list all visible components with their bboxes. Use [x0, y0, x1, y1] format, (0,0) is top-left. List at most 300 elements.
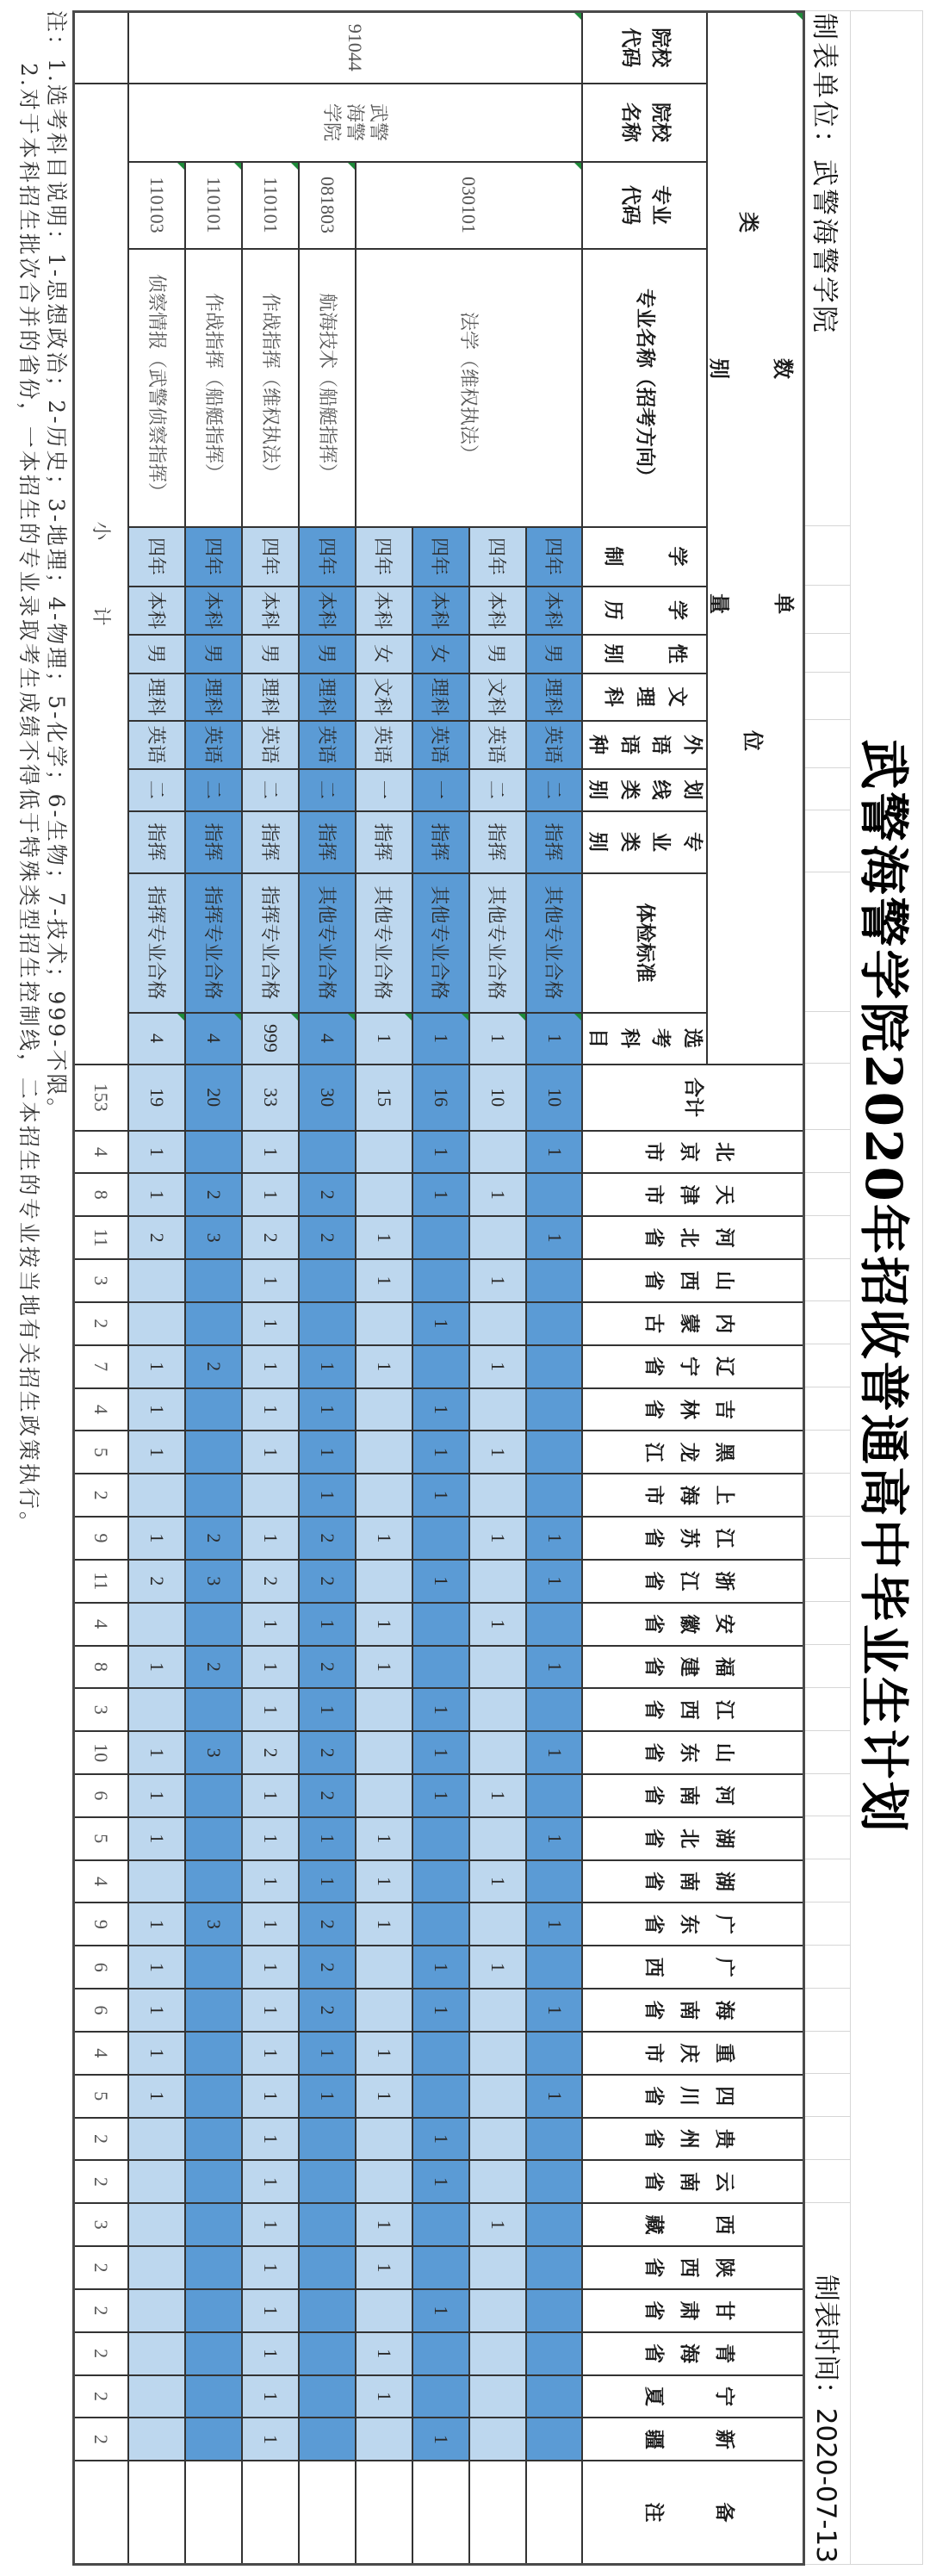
province-count-cell — [185, 2375, 242, 2418]
cell-track: 理科 — [412, 673, 469, 721]
header-row-1 — [708, 12, 804, 2565]
province-name — [643, 1474, 735, 1516]
cell-total: 10 — [526, 1065, 583, 1131]
label-char: 广 — [712, 1957, 735, 1977]
province-name — [643, 1217, 735, 1258]
province-count-cell — [185, 1989, 242, 2032]
province-count-cell — [356, 1388, 412, 1431]
label-char: 湖 — [712, 1828, 735, 1849]
gridline — [805, 1558, 851, 1559]
column-header-physical-standard: 体检标准 — [583, 873, 708, 1013]
subtotal-total: 153 — [74, 1065, 129, 1131]
label-char: 省 — [642, 1614, 665, 1635]
cell-gender: 女 — [356, 635, 412, 673]
province-count-cell: 1 — [412, 1774, 469, 1817]
province-count-cell: 1 — [299, 1688, 356, 1731]
province-count-cell — [469, 1388, 526, 1431]
province-count-cell — [526, 1946, 583, 1989]
province-count-cell: 1 — [242, 2289, 299, 2332]
province-count-cell — [469, 1989, 526, 2032]
label-char: 夏 — [642, 2386, 665, 2406]
province-count-cell — [185, 1302, 242, 1345]
cell-physical-standard: 其他专业合格 — [356, 873, 412, 1013]
gridline — [805, 1945, 851, 1946]
province-count-cell — [299, 2118, 356, 2161]
label-char: 苏 — [677, 1528, 700, 1549]
province-count-cell: 1 — [526, 1903, 583, 1946]
province-count-cell — [129, 2289, 186, 2332]
province-count-cell: 1 — [242, 2118, 299, 2161]
gridline — [805, 1063, 851, 1064]
province-name — [643, 2161, 735, 2202]
province-count-cell: 1 — [242, 1302, 299, 1345]
cell-level: 本科 — [242, 587, 299, 635]
subtotal-province-cell: 4 — [74, 1131, 129, 1174]
column-header-language — [583, 721, 708, 769]
province-count-cell: 1 — [242, 2075, 299, 2118]
label-char: 四 — [712, 2086, 735, 2107]
corner-label-char: 数 — [771, 358, 795, 379]
province-name — [643, 1518, 735, 1559]
gridline — [805, 2202, 851, 2203]
school-name-line: 海警 — [344, 102, 367, 141]
province-count-cell: 1 — [412, 1688, 469, 1731]
label-char: 南 — [677, 1785, 700, 1806]
footnotes — [15, 10, 70, 1536]
province-count-cell: 1 — [129, 1731, 186, 1774]
gridline — [805, 1730, 851, 1731]
province-count-cell: 2 — [242, 1560, 299, 1603]
label-char: 学 — [666, 546, 688, 567]
province-header — [583, 1216, 804, 1259]
label-char: 海 — [677, 1485, 700, 1505]
province-count-cell: 1 — [299, 2075, 356, 2118]
label-char: 海 — [677, 2343, 700, 2364]
province-count-cell — [412, 1603, 469, 1646]
remarks-cell — [526, 2461, 583, 2564]
label-char: 云 — [712, 2171, 735, 2192]
province-name — [643, 2119, 735, 2160]
province-name — [643, 2204, 735, 2245]
province-count-cell: 1 — [129, 1903, 186, 1946]
province-count-cell — [129, 1302, 186, 1345]
label-char: 北 — [677, 1828, 700, 1849]
label-char: 目 — [586, 1028, 610, 1049]
label-char: 南 — [677, 2000, 700, 2020]
province-count-cell: 2 — [299, 1946, 356, 1989]
province-count-cell: 1 — [242, 1646, 299, 1689]
province-count-cell — [185, 1431, 242, 1474]
province-count-cell — [129, 2246, 186, 2289]
province-count-cell: 1 — [242, 2160, 299, 2203]
subtotal-remarks-cell — [74, 2461, 129, 2564]
province-count-cell — [356, 2118, 412, 2161]
province-name — [643, 2376, 735, 2418]
province-count-cell: 1 — [412, 1302, 469, 1345]
remarks-cell — [242, 2461, 299, 2564]
stacked-label — [603, 674, 687, 720]
province-count-cell — [412, 1903, 469, 1946]
province-count-cell — [526, 2118, 583, 2161]
subtotal-province-cell: 4 — [74, 1860, 129, 1903]
label-char: 江 — [677, 1571, 700, 1592]
label-char: 山 — [712, 1270, 735, 1291]
column-header-duration — [583, 527, 708, 587]
cell-physical-standard: 指挥专业合格 — [129, 873, 186, 1013]
province-count-cell — [469, 2075, 526, 2118]
province-count-cell — [185, 1860, 242, 1903]
province-name — [643, 2290, 735, 2331]
label-char: 考 — [649, 1028, 673, 1049]
province-header — [583, 1560, 804, 1603]
province-count-cell — [526, 1603, 583, 1646]
label-char: 浙 — [712, 1571, 735, 1592]
province-header — [583, 2160, 804, 2203]
province-header — [583, 1603, 804, 1646]
cell-line-category: 二 — [129, 769, 186, 811]
subtotal-province-cell: 4 — [74, 2032, 129, 2075]
cell-physical-standard: 指挥专业合格 — [242, 873, 299, 1013]
province-count-cell: 1 — [356, 2246, 412, 2289]
province-count-cell — [469, 2289, 526, 2332]
school-code-cell: 91044 — [129, 12, 583, 84]
gridline — [805, 1516, 851, 1517]
cell-physical-standard: 其他专业合格 — [412, 873, 469, 1013]
cell-gender: 男 — [526, 635, 583, 673]
subtotal-province-cell: 2 — [74, 2418, 129, 2461]
province-count-cell — [129, 2118, 186, 2161]
province-name — [643, 2418, 735, 2460]
province-count-cell: 1 — [469, 1860, 526, 1903]
province-count-cell — [129, 2203, 186, 2246]
cell-line-category: 二 — [185, 769, 242, 811]
province-name — [643, 1903, 735, 1945]
gridline — [805, 585, 851, 586]
label-char: 辽 — [712, 1356, 735, 1377]
label-char: 省 — [642, 1270, 665, 1291]
subtotal-province-cell: 7 — [74, 1345, 129, 1388]
province-count-cell: 1 — [356, 1860, 412, 1903]
label-char: 语 — [649, 735, 673, 754]
province-header — [583, 1688, 804, 1731]
province-count-cell — [185, 1131, 242, 1174]
label-char: 省 — [642, 1828, 665, 1849]
cell-major-category: 指挥 — [129, 811, 186, 873]
province-count-cell: 2 — [185, 1517, 242, 1560]
remarks-cell — [129, 2461, 186, 2564]
column-header-school-name — [583, 84, 708, 162]
major-name-cell: 作战指挥（船艇指挥） — [185, 249, 242, 527]
province-count-cell: 1 — [299, 1431, 356, 1474]
province-count-cell — [299, 1302, 356, 1345]
province-header — [583, 1388, 804, 1431]
subtotal-province-cell: 2 — [74, 2246, 129, 2289]
label-char: 别 — [586, 832, 610, 852]
label-char: 省 — [642, 1399, 665, 1419]
province-count-cell: 2 — [299, 1731, 356, 1774]
cell-track: 理科 — [299, 673, 356, 721]
province-count-cell — [185, 1474, 242, 1517]
label-char: 省 — [642, 1742, 665, 1763]
label-char: 省 — [642, 2086, 665, 2107]
gridline — [805, 1601, 851, 1602]
cell-level: 本科 — [129, 587, 186, 635]
label-char: 科 — [602, 686, 624, 707]
province-count-cell: 1 — [242, 2375, 299, 2418]
province-count-cell — [356, 1173, 412, 1216]
province-count-cell: 1 — [469, 1173, 526, 1216]
province-count-cell: 1 — [412, 1731, 469, 1774]
label-char: 福 — [712, 1656, 735, 1677]
label-char: 南 — [677, 1871, 700, 1892]
school-name-line: 学院 — [321, 102, 344, 141]
label-char: 性 — [666, 643, 688, 664]
label-char: 甘 — [712, 2300, 735, 2321]
province-count-cell: 1 — [299, 1860, 356, 1903]
label-char: 省 — [642, 1914, 665, 1934]
label-char: 青 — [712, 2343, 735, 2364]
corner-label-char: 类 — [736, 212, 760, 233]
label-char: 藏 — [642, 2214, 665, 2235]
subtotal-blank-cell — [74, 12, 129, 84]
province-count-cell — [185, 1388, 242, 1431]
province-name — [643, 1946, 735, 1988]
province-count-cell: 2 — [299, 1903, 356, 1946]
province-count-cell: 1 — [129, 2032, 186, 2075]
cell-total: 16 — [412, 1065, 469, 1131]
province-name — [643, 1132, 735, 1173]
major-code-cell: 110101 — [242, 162, 299, 249]
province-count-cell: 1 — [242, 2246, 299, 2289]
label-char: 省 — [642, 1699, 665, 1720]
province-count-cell: 1 — [356, 1216, 412, 1259]
label-char: 线 — [649, 779, 673, 800]
province-count-cell: 1 — [412, 1474, 469, 1517]
province-count-cell: 1 — [356, 2332, 412, 2375]
province-count-cell: 1 — [242, 1517, 299, 1560]
province-count-cell — [412, 1817, 469, 1860]
province-count-cell: 1 — [242, 1817, 299, 1860]
province-count-cell — [185, 1817, 242, 1860]
province-count-cell: 1 — [299, 1603, 356, 1646]
cell-track: 文科 — [469, 673, 526, 721]
column-header-major-name: 专业名称（招考方向） — [583, 249, 708, 527]
enrollment-plan-table — [72, 10, 805, 2566]
province-count-cell — [185, 1774, 242, 1817]
subtotal-province-cell: 6 — [74, 1774, 129, 1817]
subtotal-province-cell: 3 — [74, 2203, 129, 2246]
province-header — [583, 2203, 804, 2246]
cell-major-category: 指挥 — [526, 811, 583, 873]
label-char: 省 — [642, 1871, 665, 1892]
province-header — [583, 1989, 804, 2032]
province-count-cell — [356, 1688, 412, 1731]
province-count-cell: 1 — [242, 1903, 299, 1946]
label-char: 南 — [677, 2171, 700, 2192]
label-char: 安 — [712, 1614, 735, 1635]
cell-duration: 四年 — [242, 527, 299, 587]
gridline — [805, 1258, 851, 1259]
province-count-cell: 1 — [356, 2375, 412, 2418]
label-char: 河 — [712, 1227, 735, 1248]
label-char: 北 — [677, 1227, 700, 1248]
province-count-cell: 1 — [412, 1946, 469, 1989]
province-header — [583, 2418, 804, 2461]
province-count-cell — [356, 1431, 412, 1474]
cell-language: 英语 — [356, 721, 412, 769]
province-count-cell: 1 — [129, 1989, 186, 2032]
label-char: 语 — [617, 735, 641, 754]
label-char: 选 — [681, 1028, 704, 1049]
province-count-cell: 1 — [356, 1345, 412, 1388]
province-count-cell — [185, 1946, 242, 1989]
label-char: 徽 — [677, 1614, 700, 1635]
province-count-cell: 1 — [242, 1259, 299, 1302]
province-count-cell — [469, 1903, 526, 1946]
label-char: 湖 — [712, 1871, 735, 1892]
column-header-level — [583, 587, 708, 635]
province-count-cell: 1 — [242, 2418, 299, 2461]
province-count-cell — [185, 1259, 242, 1302]
province-header — [583, 1903, 804, 1946]
province-count-cell — [129, 1259, 186, 1302]
remarks-header — [583, 2461, 804, 2564]
province-header — [583, 2246, 804, 2289]
province-count-cell — [129, 1474, 186, 1517]
corner-label-char: 量 — [707, 593, 731, 614]
subtotal-province-cell: 2 — [74, 2289, 129, 2332]
cell-duration: 四年 — [299, 527, 356, 587]
cell-total: 30 — [299, 1065, 356, 1131]
label-char: 省 — [642, 2300, 665, 2321]
province-count-cell — [412, 1259, 469, 1302]
province-count-cell: 1 — [469, 1345, 526, 1388]
province-count-cell: 1 — [242, 1774, 299, 1817]
province-count-cell: 1 — [242, 1388, 299, 1431]
cell-physical-standard: 其他专业合格 — [526, 873, 583, 1013]
province-count-cell — [412, 1216, 469, 1259]
province-count-cell — [469, 1302, 526, 1345]
province-count-cell — [299, 2289, 356, 2332]
label-char: 西 — [677, 1270, 700, 1291]
province-count-cell — [526, 1345, 583, 1388]
subtotal-province-cell: 9 — [74, 1903, 129, 1946]
province-count-cell — [412, 2203, 469, 2246]
cell-track: 文科 — [356, 673, 412, 721]
subtotal-province-cell: 4 — [74, 1388, 129, 1431]
label-char: 别 — [602, 643, 624, 664]
label-char: 市 — [642, 1141, 665, 1162]
province-count-cell: 2 — [299, 1173, 356, 1216]
cell-major-category: 指挥 — [185, 811, 242, 873]
province-name — [643, 2247, 735, 2288]
corner-label-char: 单 — [772, 593, 796, 614]
province-count-cell: 1 — [412, 1560, 469, 1603]
province-count-cell: 1 — [129, 1388, 186, 1431]
province-header — [583, 1774, 804, 1817]
province-count-cell — [469, 2332, 526, 2375]
province-count-cell — [412, 2246, 469, 2289]
province-count-cell: 1 — [129, 1173, 186, 1216]
province-count-cell: 1 — [526, 1517, 583, 1560]
cell-total: 19 — [129, 1065, 186, 1131]
province-name — [643, 1775, 735, 1816]
province-count-cell: 1 — [469, 1431, 526, 1474]
cell-major-category: 指挥 — [299, 811, 356, 873]
province-count-cell: 1 — [356, 1259, 412, 1302]
label-char: 广 — [712, 1914, 735, 1934]
province-header — [583, 1345, 804, 1388]
province-count-cell: 2 — [299, 1646, 356, 1689]
label-char: 宁 — [712, 2386, 735, 2406]
province-count-cell: 1 — [242, 2203, 299, 2246]
cell-major-category: 指挥 — [242, 811, 299, 873]
province-header — [583, 1431, 804, 1474]
cell-gender: 男 — [299, 635, 356, 673]
footnote-2: 2.对于本科招生批次合并的省份，一本招生的专业录取考生成绩不得低于特殊类型招生控制线，二本招生的专业按当地有关招生政策执行。 — [16, 63, 41, 1536]
header-line: 专业 — [649, 185, 672, 225]
cell-total: 15 — [356, 1065, 412, 1131]
province-count-cell — [185, 1603, 242, 1646]
province-count-cell — [185, 2160, 242, 2203]
cell-line-category: 二 — [526, 769, 583, 811]
province-count-cell: 1 — [356, 1646, 412, 1689]
province-name — [643, 1989, 735, 2031]
province-count-cell: 1 — [299, 2032, 356, 2075]
cell-physical-standard: 其他专业合格 — [469, 873, 526, 1013]
province-count-cell — [469, 1474, 526, 1517]
major-name-cell: 作战指挥（维权执法） — [242, 249, 299, 527]
label-char: 海 — [712, 2000, 735, 2020]
province-count-cell — [526, 2246, 583, 2289]
data-row — [185, 12, 242, 2565]
label-char: 东 — [677, 1914, 700, 1934]
label-char: 省 — [642, 2000, 665, 2020]
province-count-cell — [242, 1474, 299, 1517]
province-count-cell: 1 — [129, 1517, 186, 1560]
province-header — [583, 1302, 804, 1345]
subtotal-province-cell: 2 — [74, 1474, 129, 1517]
data-row — [299, 12, 356, 2565]
province-count-cell: 1 — [129, 1345, 186, 1388]
cell-track: 理科 — [185, 673, 242, 721]
header-line: 代码 — [619, 185, 642, 225]
gridline — [805, 525, 851, 526]
label-char: 种 — [586, 735, 610, 754]
cell-subjects: 1 — [356, 1013, 412, 1065]
label-char: 古 — [642, 1313, 665, 1334]
province-count-cell — [526, 1388, 583, 1431]
column-header-line-category — [583, 769, 708, 811]
province-count-cell: 3 — [185, 1560, 242, 1603]
province-count-cell — [412, 2332, 469, 2375]
issue-date-label: 制表时间：2020-07-13 — [810, 2274, 841, 2563]
province-header — [583, 1173, 804, 1216]
label-char: 文 — [666, 686, 688, 707]
province-count-cell — [526, 2289, 583, 2332]
province-count-cell: 1 — [526, 1817, 583, 1860]
label-char: 庆 — [677, 2043, 700, 2064]
label-char: 省 — [642, 1356, 665, 1377]
cell-line-category: 一 — [412, 769, 469, 811]
header-line: 名称 — [619, 102, 642, 142]
province-name — [643, 1689, 735, 1730]
province-count-cell: 1 — [526, 1731, 583, 1774]
remarks-cell — [356, 2461, 412, 2564]
label-char: 建 — [677, 1656, 700, 1677]
label-char: 新 — [712, 2429, 735, 2449]
major-name-cell: 法学（维权执法） — [356, 249, 583, 527]
